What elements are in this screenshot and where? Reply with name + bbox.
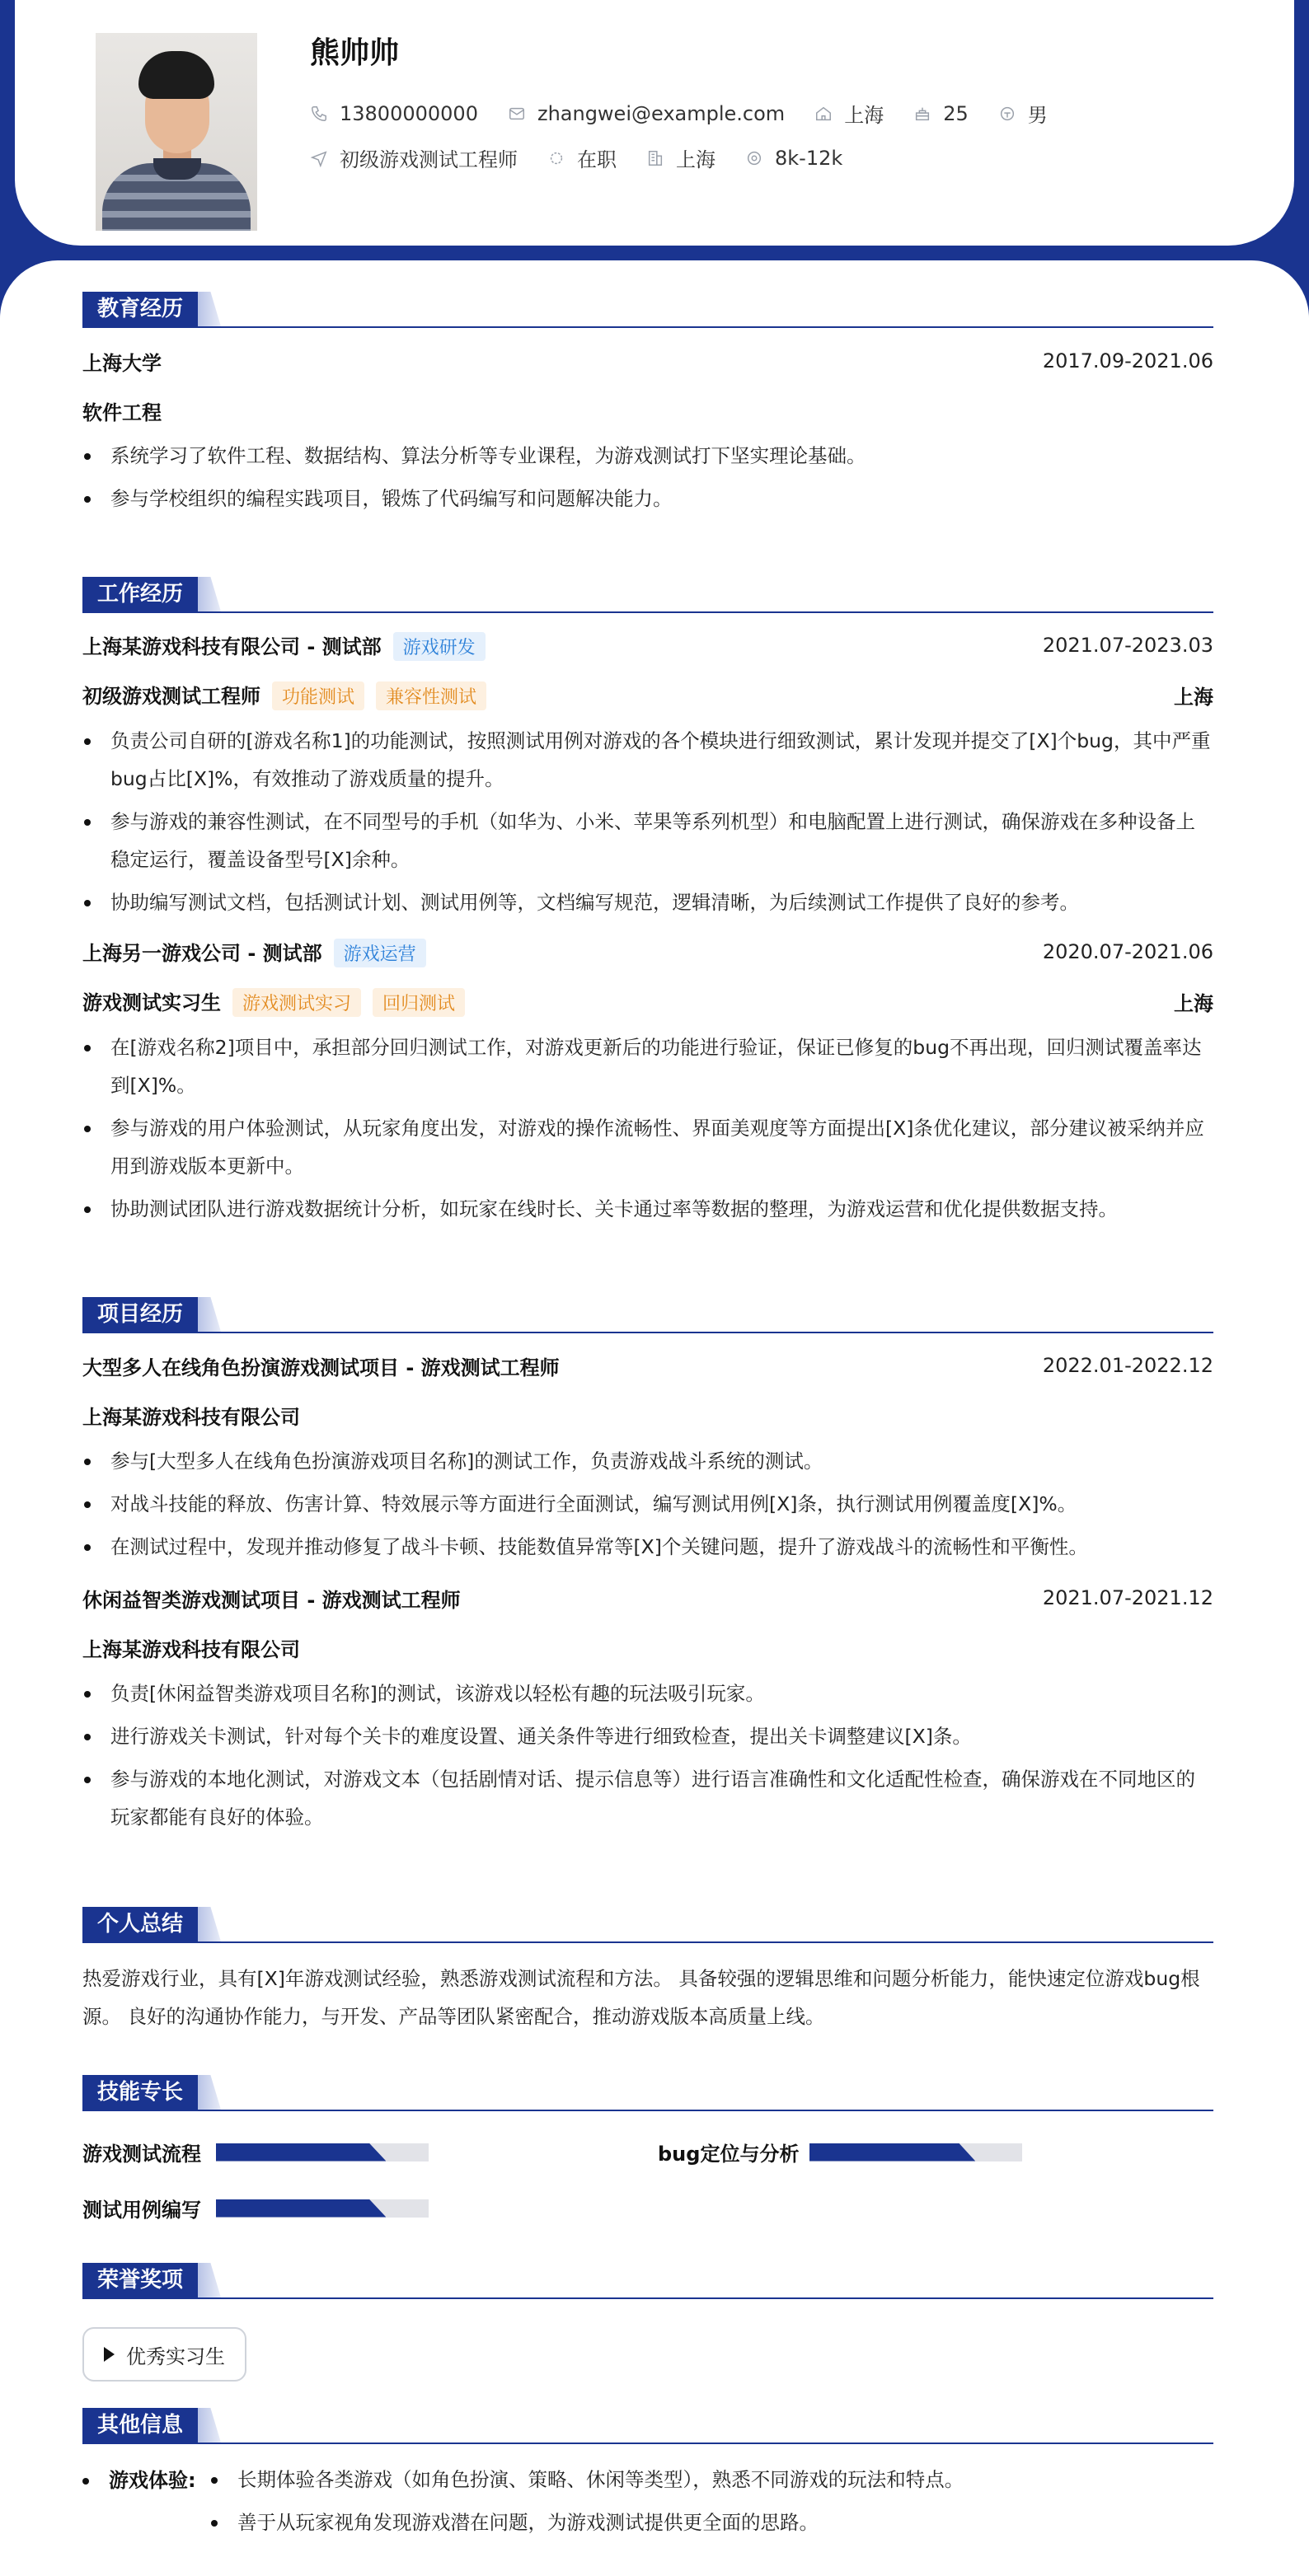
work-city: 上海 [1174,991,1213,1015]
section-header [82,577,1213,613]
resume-body [0,260,1309,2576]
status-info [547,143,617,172]
project-bullets [82,1674,1213,1836]
gender-icon [998,105,1016,123]
skill-tag: 回归测试 [373,988,465,1017]
section-header [82,2408,1213,2444]
salary-info [745,147,842,170]
list-item: 参与[大型多人在线角色扮演游戏项目名称]的测试工作，负责游戏战斗系统的测试。 [82,1442,1213,1480]
list-item: 协助编写测试文档，包括测试计划、测试用例等，文档编写规范，逻辑清晰，为后续测试工作提供了良好的参考。 [82,883,1213,921]
list-item: 负责公司自研的[游戏名称1]的功能测试，按照测试用例对游戏的各个模块进行细致测试，累计发现并提交了[X]个bug，其中严重bug占比[X]%，有效推动了游戏质量的提升。 [82,722,1213,798]
award-badge [82,2327,246,2382]
skill-name: 测试用例编写 [82,2199,201,2222]
section-decoration [198,2408,221,2443]
section-decoration [198,1907,221,1941]
project-date: 2022.01-2022.12 [1042,1354,1213,1377]
list-item: 参与游戏的用户体验测试，从玩家角度出发，对游戏的操作流畅性、界面美观度等方面提出[X]条优化建议，部分建议被采纳并应用到游戏版本更新中。 [82,1109,1213,1185]
profile-header [15,0,1294,246]
age-info [913,102,969,125]
contact-row [310,99,1077,128]
project-company: 上海某游戏科技有限公司 [82,1637,300,1661]
list-item: 负责[休闲益智类游戏项目名称]的测试，该游戏以轻松有趣的玩法吸引玩家。 [82,1674,1213,1712]
job-intent-row [310,143,872,172]
list-item: 对战斗技能的释放、伤害计算、特效展示等方面进行全面测试，编写测试用例[X]条，执行测试用例覆盖度[X]%。 [82,1485,1213,1523]
project-date: 2021.07-2021.12 [1042,1586,1213,1609]
work-company-line [82,630,486,661]
send-icon [310,149,328,167]
skill-level-bar [809,2143,1022,2161]
skills-section [82,2075,1213,2222]
skill-level-fill [216,2143,386,2161]
target-city-info [646,143,715,172]
building-icon [646,149,664,167]
target-city-text: 上海 [676,148,715,171]
skill-tag: 游戏测试实习 [232,988,361,1017]
salary-text: 8k-12k [775,146,843,170]
work-role: 游戏测试实习生 [82,991,221,1014]
gender-text: 男 [1027,104,1048,127]
section-header [82,2263,1213,2299]
work-city: 上海 [1174,685,1213,709]
work-date: 2021.07-2023.03 [1042,634,1213,657]
section-header [82,2075,1213,2111]
city-text: 上海 [844,104,884,127]
skill-name: bug定位与分析 [658,2143,800,2166]
section-header [82,1907,1213,1943]
work-role: 初级游戏测试工程师 [82,684,260,708]
other-label: 游戏体验: [109,2469,196,2492]
play-icon [104,2347,115,2362]
section-decoration [198,292,221,326]
phone-info [310,102,478,125]
list-item: 参与游戏的兼容性测试，在不同型号的手机（如华为、小米、苹果等系列机型）和电脑配置上进行测试，确保游戏在多种设备上稳定运行，覆盖设备型号[X]余种。 [82,803,1213,878]
bullet-dot [82,2478,89,2485]
skill-name: 游戏测试流程 [82,2143,201,2166]
age-text: 25 [943,101,969,125]
skill-item [658,2138,1022,2166]
list-item: 善于从玩家视角发现游戏潜在问题，为游戏测试提供更全面的思路。 [209,2503,1199,2541]
summary-text: 热爱游戏行业，具有[X]年游戏测试经验，熟悉游戏测试流程和方法。 具备较强的逻辑思维和问题分析能力，能快速定位游戏bug根源。 良好的沟通协作能力，与开发、产品等团队紧密配合，推动游戏版本高质量上线。 [82,1967,1200,2028]
project-title: 大型多人在线角色扮演游戏测试项目 - 游戏测试工程师 [82,1356,560,1379]
education-bullets [82,437,1213,518]
section-title-summary: 个人总结 [82,1907,198,1941]
section-decoration [198,577,221,611]
summary-section [82,1907,1213,2035]
skill-level-fill [809,2143,975,2161]
other-section [82,2408,1213,2560]
mail-icon [508,105,526,123]
list-item: 进行游戏关卡测试，针对每个关卡的难度设置、通关条件等进行细致检查，提出关卡调整建议[X]条。 [82,1717,1213,1755]
education-date: 2017.09-2021.06 [1042,349,1213,372]
cake-icon [913,105,931,123]
project-company: 上海某游戏科技有限公司 [82,1405,300,1429]
status-icon [547,149,565,167]
email-text: zhangwei@example.com [537,101,786,125]
project-title: 休闲益智类游戏测试项目 - 游戏测试工程师 [82,1588,461,1612]
work-date: 2020.07-2021.06 [1042,940,1213,963]
phone-icon [310,105,328,123]
project-section [82,1297,1213,1836]
skill-tag: 功能测试 [272,681,364,710]
section-title-awards: 荣誉奖项 [82,2263,198,2297]
section-title-skills: 技能专长 [82,2075,198,2110]
phone-text: 13800000000 [340,101,478,125]
gender-info [998,99,1048,128]
other-info-block [82,2461,1213,2560]
target-job-info [310,143,518,172]
list-item: 参与游戏的本地化测试，对游戏文本（包括剧情对话、提示信息等）进行语言准确性和文化适配性检查，确保游戏在不同地区的玩家都能有良好的体验。 [82,1760,1213,1836]
other-bullets [209,2461,1199,2541]
education-section [82,292,1213,518]
section-decoration [198,2263,221,2297]
work-company: 上海另一游戏公司 - 测试部 [82,941,322,965]
department-tag: 游戏研发 [393,632,486,661]
skill-item [82,2138,429,2166]
avatar [96,33,257,231]
skill-level-fill [216,2199,386,2218]
list-item: 系统学习了软件工程、数据结构、算法分析等专业课程，为游戏测试打下坚实理论基础。 [82,437,1213,475]
status-text: 在职 [577,148,617,171]
list-item: 在[游戏名称2]项目中，承担部分回归测试工作，对游戏更新后的功能进行验证，保证已修复的bug不再出现，回归测试覆盖率达到[X]%。 [82,1028,1213,1104]
work-role-line [82,680,486,710]
school-name: 上海大学 [82,351,162,375]
section-decoration [198,2075,221,2110]
work-bullets [82,722,1213,921]
work-section [82,577,1213,1228]
city-info [814,99,884,128]
skill-tag: 兼容性测试 [376,681,486,710]
work-bullets [82,1028,1213,1228]
skill-level-bar [216,2143,429,2161]
skill-item [82,2194,429,2222]
section-header [82,292,1213,328]
email-info [508,102,785,125]
skill-level-bar [216,2199,429,2218]
list-item: 在测试过程中，发现并推动修复了战斗卡顿、技能数值异常等[X]个关键问题，提升了游戏战斗的流畅性和平衡性。 [82,1528,1213,1566]
work-role-line [82,986,465,1017]
section-title-other: 其他信息 [82,2408,198,2443]
project-bullets [82,1442,1213,1566]
list-item: 参与学校组织的编程实践项目，锻炼了代码编写和问题解决能力。 [82,480,1213,518]
home-icon [814,105,833,123]
department-tag: 游戏运营 [334,939,426,967]
major-name: 软件工程 [82,400,162,424]
section-title-project: 项目经历 [82,1297,198,1332]
list-item: 长期体验各类游戏（如角色扮演、策略、休闲等类型），熟悉不同游戏的玩法和特点。 [209,2461,1199,2499]
work-company: 上海某游戏科技有限公司 - 测试部 [82,635,382,658]
awards-section [82,2263,1213,2382]
target-job-text: 初级游戏测试工程师 [340,148,518,171]
work-company-line [82,937,426,967]
section-header [82,1297,1213,1333]
section-decoration [198,1297,221,1332]
award-name: 优秀实习生 [126,2344,225,2368]
list-item: 协助测试团队进行游戏数据统计分析，如玩家在线时长、关卡通过率等数据的整理，为游戏运营和优化提供数据支持。 [82,1190,1213,1228]
section-title-education: 教育经历 [82,292,198,326]
section-title-work: 工作经历 [82,577,198,611]
coin-icon [745,149,763,167]
candidate-name: 熊帅帅 [310,36,400,70]
